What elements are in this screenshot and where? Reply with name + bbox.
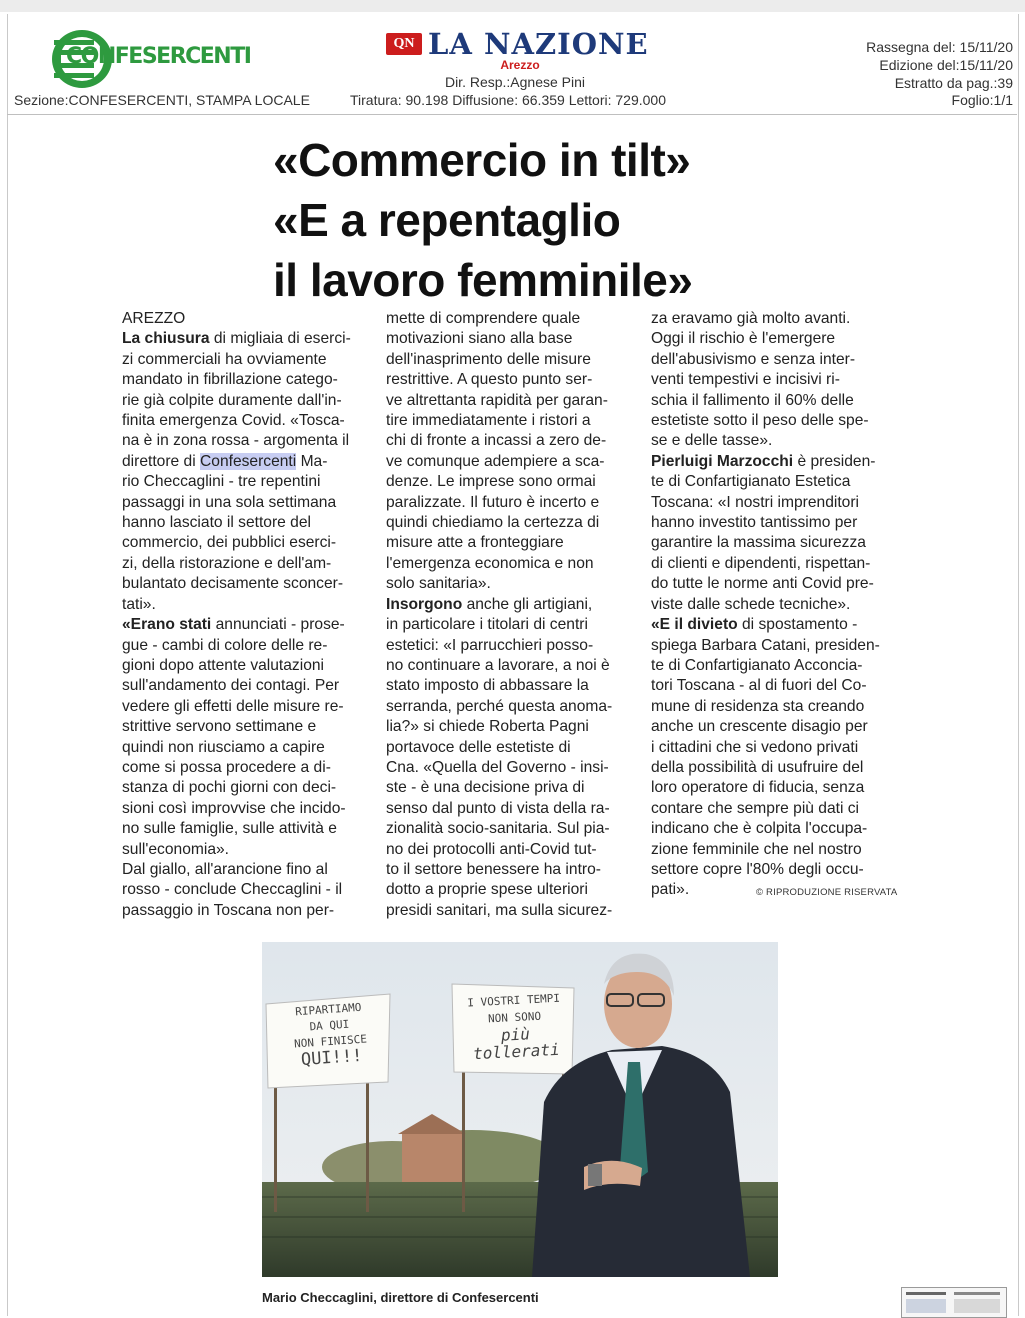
article-line: strittive servono settimane e: [122, 718, 317, 736]
article-text: anche gli artigiani,: [462, 595, 593, 613]
article-line: zi commerciali ha ovviamente: [122, 350, 327, 368]
article-line: presidi sanitari, ma sulla sicurez-: [386, 901, 613, 919]
article-line: Cna. «Quella del Governo - insi-: [386, 758, 609, 776]
article-line: no sulle famiglie, sulle attività e: [122, 820, 337, 838]
sign-left-text: [268, 998, 392, 1070]
article-line: l'emergenza economica e non: [386, 554, 594, 572]
headline-line: il lavoro femminile»: [273, 254, 693, 306]
article-line: come si possa procedere a di-: [122, 758, 331, 776]
sign-left-line: DA QUI: [309, 1017, 350, 1034]
article-line: [651, 615, 897, 635]
page-thumbnail[interactable]: [901, 1287, 1007, 1318]
article-line: mune di residenza sta creando: [651, 697, 865, 715]
article-line: AREZZO: [122, 310, 186, 327]
article-line: serranda, perché questa anoma-: [386, 697, 613, 715]
article-text: direttore di: [122, 452, 201, 470]
header-divider: [7, 114, 1017, 115]
article-line: bulantato decisamente sconcer-: [122, 575, 344, 593]
article-line: [122, 615, 370, 635]
article-line: ve comunque adempiere a sca-: [386, 452, 605, 470]
article-line: hanno investito tantissimo per: [651, 514, 858, 532]
article-line: zione femminile che nel nostro: [651, 840, 862, 858]
article-line: loro operatore di fiducia, senza: [651, 779, 865, 797]
paragraph-lead: La chiusura: [122, 330, 210, 348]
article-line: contare che sempre più dati ci: [651, 799, 860, 817]
article-line: indicano che è colpita l'occupa-: [651, 820, 868, 838]
article-line: na è in zona rossa - argomenta il: [122, 432, 350, 450]
article-text: è presiden-: [793, 452, 876, 470]
article-line: tire immediatamente i ristori a: [386, 412, 591, 430]
article-line: della possibilità di usufruire del: [651, 758, 864, 776]
logo-wordmark: CONFESERCENTI: [66, 44, 251, 69]
article-line: mette di comprendere quale: [386, 310, 581, 327]
article-line: no dei protocolli anti-Covid tut-: [386, 840, 597, 858]
top-band: [0, 0, 1025, 12]
paragraph-lead: «E il divieto: [651, 616, 738, 634]
article-line: [122, 452, 370, 472]
article-line: zionalità socio-sanitaria. Sul pia-: [386, 820, 610, 838]
article-line: settore copre l'80% degli occu-: [651, 860, 864, 878]
article-line: pati».: [651, 881, 690, 899]
headline-line: «Commercio in tilt»: [273, 134, 691, 186]
director-line: Dir. Resp.:Agnese Pini: [444, 74, 586, 90]
article-line: za eravamo già molto avanti.: [651, 310, 851, 327]
estratto-page: Estratto da pag.:39: [894, 75, 1013, 91]
article-line: quindi chiediamo la certezza di: [386, 514, 600, 532]
article-line: sioni così improvvise che incido-: [122, 799, 346, 817]
highlighted-term: Confesercenti: [200, 452, 297, 470]
article-line: mandato in fibrillazione catego-: [122, 371, 338, 389]
article-line: venti tempestivi e incisivi ri-: [651, 371, 840, 389]
article-line: dell'inasprimento delle misure: [386, 350, 591, 368]
article-line: Toscana: «I nostri imprenditori: [651, 493, 860, 511]
article-line: schia il fallimento il 60% delle: [651, 391, 854, 409]
article-line: hanno lasciato il settore del: [122, 514, 311, 532]
article-line: quindi non riusciamo a capire: [122, 738, 325, 756]
sheet-number: Foglio:1/1: [951, 92, 1013, 108]
article-line: denze. Le imprese sono ormai: [386, 473, 596, 491]
article-headline: [273, 130, 833, 310]
article-line: gue - cambi di colore delle re-: [122, 636, 328, 654]
paragraph-lead: Pierluigi Marzocchi: [651, 452, 794, 470]
sign-left-line: RIPARTIAMO: [294, 1000, 362, 1019]
article-column-2: [386, 309, 632, 921]
article-line: gioni dopo attente valutazioni: [122, 656, 325, 674]
article-line: anche un crescente disagio per: [651, 718, 868, 736]
article-line: no continuare a lavorare, a noi è: [386, 656, 610, 674]
sign-right-line: I VOSTRI TEMPI: [467, 991, 561, 1010]
article-line: sull'andamento dei contagi. Per: [122, 677, 340, 695]
article-line: se e delle tasse».: [651, 432, 773, 450]
article-line: garantire la massima sicurezza: [651, 534, 866, 552]
sign-left-line: QUI!!!: [300, 1045, 364, 1071]
article-line: estetici: «I parrucchieri posso-: [386, 636, 594, 654]
article-line: spiega Barbara Catani, presiden-: [651, 636, 880, 654]
sign-right-text: [454, 989, 575, 1063]
sign-right-line: più tollerati: [472, 1024, 561, 1064]
article-line: stanza di pochi giorni con deci-: [122, 779, 337, 797]
article-line: vedere gli effetti delle misure re-: [122, 697, 344, 715]
article-line: restrittive. A questo punto ser-: [386, 371, 593, 389]
sign-left-line: NON FINISCE: [293, 1032, 368, 1051]
article-line: portavoce delle estetiste di: [386, 738, 571, 756]
article-line: dell'abusivismo e senza inter-: [651, 350, 856, 368]
edition-info: [866, 38, 1013, 92]
article-line: dotto a proprie spese ulteriori: [386, 881, 588, 899]
article-line: estetiste sotto il peso delle spe-: [651, 412, 869, 430]
article-line: stato imposto di abbassare la: [386, 677, 589, 695]
copyright-notice: © RIPRODUZIONE RISERVATA: [756, 887, 898, 898]
article-line: tori Toscana - al di fuori del Co-: [651, 677, 867, 695]
article-line: senso dal punto di vista della ra-: [386, 799, 610, 817]
photo-caption: Mario Checcaglini, direttore di Confesercenti: [262, 1290, 539, 1305]
section-label: Sezione:CONFESERCENTI, STAMPA LOCALE: [14, 92, 310, 108]
paragraph-lead: Insorgono: [386, 595, 463, 613]
article-line: to il settore benessere ha intro-: [386, 860, 601, 878]
paragraph-lead: «Erano stati: [122, 616, 212, 634]
article-line: finita emergenza Covid. «Tosca-: [122, 412, 345, 430]
article-line: ve altrettanta rapidità per garan-: [386, 391, 608, 409]
article-text: annunciati - prose-: [211, 616, 345, 634]
article-text: Ma-: [296, 452, 328, 470]
article-line: passaggio in Toscana non per-: [122, 901, 335, 919]
article-line: i cittadini che si vedono privati: [651, 738, 859, 756]
article-column-3: [651, 309, 897, 901]
article-line: solo sanitaria».: [386, 575, 491, 593]
article-line: rie già colpite duramente dall'in-: [122, 391, 342, 409]
article-line: te di Confartigianato Acconcia-: [651, 656, 863, 674]
article-line: zi, della ristorazione e dell'am-: [122, 554, 332, 572]
article-line: sull'economia».: [122, 840, 229, 858]
article-line: [122, 329, 370, 349]
article-line: te di Confartigianato Estetica: [651, 473, 851, 491]
article-line: paralizzate. Il futuro è incerto e: [386, 493, 600, 511]
article-line: rosso - conclude Checcaglini - il: [122, 881, 343, 899]
article-line: [386, 595, 632, 615]
circulation-stats: Tiratura: 90.198 Diffusione: 66.359 Lettori: 729.000: [350, 92, 666, 108]
edizione-date: Edizione del:15/11/20: [879, 57, 1013, 73]
article-line: misure atte a fronteggiare: [386, 534, 564, 552]
article-line: chi di fronte a incassi a zero de-: [386, 432, 607, 450]
headline-line: «E a repentaglio: [273, 194, 621, 246]
article-column-1: [122, 309, 370, 921]
article-text: di migliaia di eserci-: [209, 330, 351, 348]
article-text: di spostamento -: [737, 616, 858, 634]
article-line: in particolare i titolari di centri: [386, 616, 588, 634]
newspaper-title: LA NAZIONE: [428, 27, 649, 61]
article-line: viste dalle schede tecniche».: [651, 595, 851, 613]
article-line: lia?» si chiede Roberta Pagni: [386, 718, 589, 736]
article-line: motivazioni siano alla base: [386, 330, 573, 348]
newspaper-city: Arezzo: [500, 58, 540, 72]
article-line: commercio, dei pubblici eserci-: [122, 534, 337, 552]
article-line: [651, 452, 897, 472]
article-line: di clienti e dipendenti, rispettan-: [651, 554, 871, 572]
article-line: Oggi il rischio è l'emergere: [651, 330, 836, 348]
article-line: passaggi in una sola settimana: [122, 493, 337, 511]
article-line: ste - è una decisione priva di: [386, 779, 585, 797]
sign-right-line: NON SONO: [487, 1009, 542, 1026]
article-line: do tutte le norme anti Covid pre-: [651, 575, 874, 593]
article-line: Dal giallo, all'arancione fino al: [122, 860, 328, 878]
article-line: tati».: [122, 595, 156, 613]
article-line: rio Checcaglini - tre repentini: [122, 473, 321, 491]
rassegna-date: Rassegna del: 15/11/20: [866, 39, 1013, 55]
qn-badge: QN: [386, 33, 422, 55]
